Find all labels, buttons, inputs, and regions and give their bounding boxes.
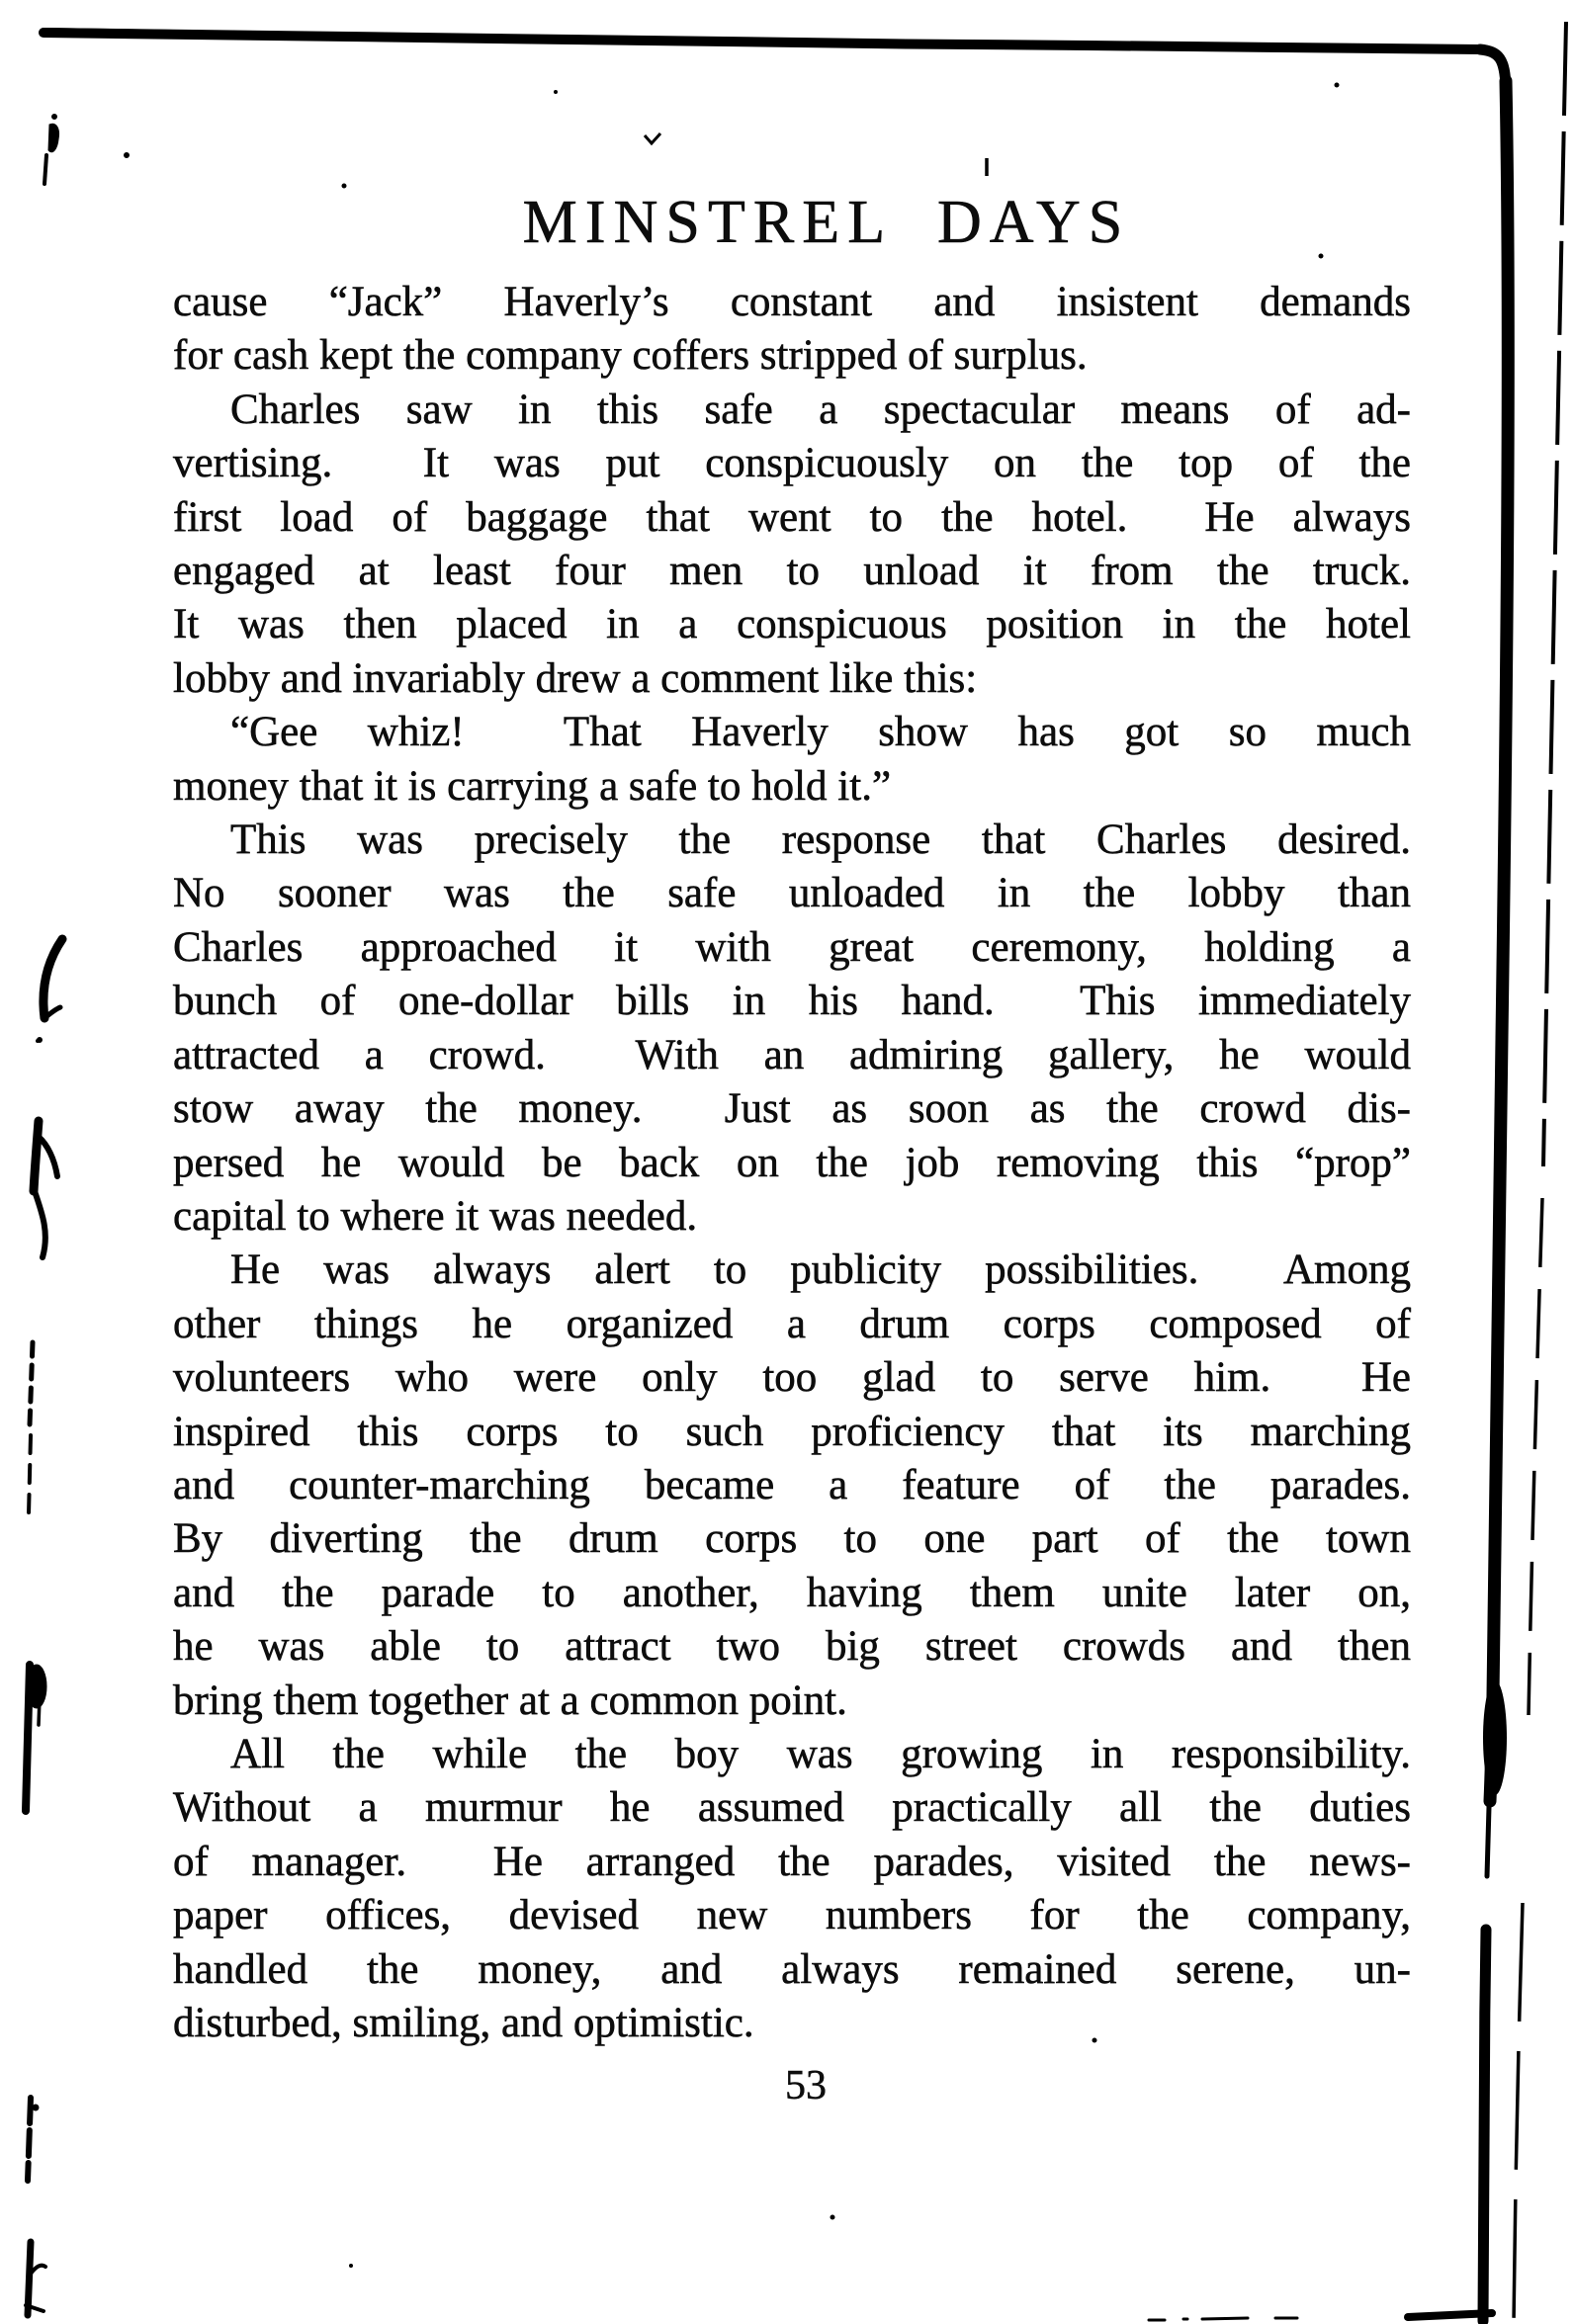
text-line: This was precisely the response that Charles desired. — [230, 817, 1411, 864]
page-edge-thin-line — [1514, 22, 1566, 2324]
text-line: No sooner was the safe unloaded in the lobby than — [173, 870, 1411, 917]
body-text — [173, 276, 1411, 2050]
text-line: for cash kept the company coffers stripped of surplus. — [173, 332, 1088, 380]
text-line: first load of baggage that went to the hotel. He always — [173, 493, 1411, 541]
text-line: All the while the boy was growing in responsibility. — [230, 1730, 1411, 1777]
text-line: he was able to attract two big street crowds and then — [173, 1623, 1411, 1671]
text-line: “Gee whiz! That Haverly show has got so much — [230, 709, 1411, 756]
text-line: and the parade to another, having them unite later on, — [173, 1569, 1411, 1616]
text-line: bunch of one-dollar bills in his hand. This immediately — [173, 978, 1411, 1025]
text-line: cause “Jack” Haverly’s constant and insistent demands — [173, 279, 1411, 325]
text-line: of manager. He arranged the parades, visited the news- — [173, 1838, 1411, 1885]
text-line: and counter-marching became a feature of the parades. — [173, 1461, 1411, 1508]
page-edge-top-line — [44, 30, 1506, 87]
text-line: handled the money, and always remained serene, un- — [173, 1945, 1411, 1993]
text-line: stow away the money. Just as soon as the crowd dis- — [173, 1085, 1411, 1133]
text-line: other things he organized a drum corps composed of — [173, 1300, 1411, 1347]
text-line: persed he would be back on the job removing this “prop” — [173, 1139, 1411, 1186]
text-line: inspired this corps to such proficiency that its marching — [173, 1408, 1411, 1455]
page-title: MINSTREL DAYS — [522, 189, 1131, 256]
text-line: lobby and invariably drew a comment like this: — [173, 654, 978, 702]
ink-marks-left-margin — [26, 115, 62, 2316]
text-line: bring them together at a common point. — [173, 1677, 847, 1724]
text-line: attracted a crowd. With an admiring gallery, he would — [173, 1031, 1411, 1078]
text-line: volunteers who were only too glad to serve him. He — [173, 1354, 1411, 1402]
text-line: paper offices, devised new numbers for the company, — [173, 1892, 1411, 1939]
text-line: He was always alert to publicity possibilities. Among — [230, 1247, 1411, 1294]
text-line: vertising. It was put conspicuously on the top of the — [173, 440, 1411, 487]
text-line: Charles saw in this safe a spectacular means of ad- — [230, 386, 1411, 433]
page-number: 53 — [785, 2063, 827, 2109]
text-line: Charles approached it with great ceremony, holding a — [173, 923, 1411, 971]
text-line: money that it is carrying a safe to hold it.” — [173, 762, 892, 810]
text-line: It was then placed in a conspicuous position in the hotel — [173, 601, 1411, 648]
text-line: Without a murmur he assumed practically all the duties — [173, 1784, 1411, 1832]
text-line: By diverting the drum corps to one part of the town — [173, 1515, 1411, 1563]
text-line: engaged at least four men to unload it from the truck. — [173, 548, 1411, 595]
text-line: disturbed, smiling, and optimistic. — [173, 2000, 754, 2046]
text-line: capital to where it was needed. — [173, 1192, 698, 1240]
